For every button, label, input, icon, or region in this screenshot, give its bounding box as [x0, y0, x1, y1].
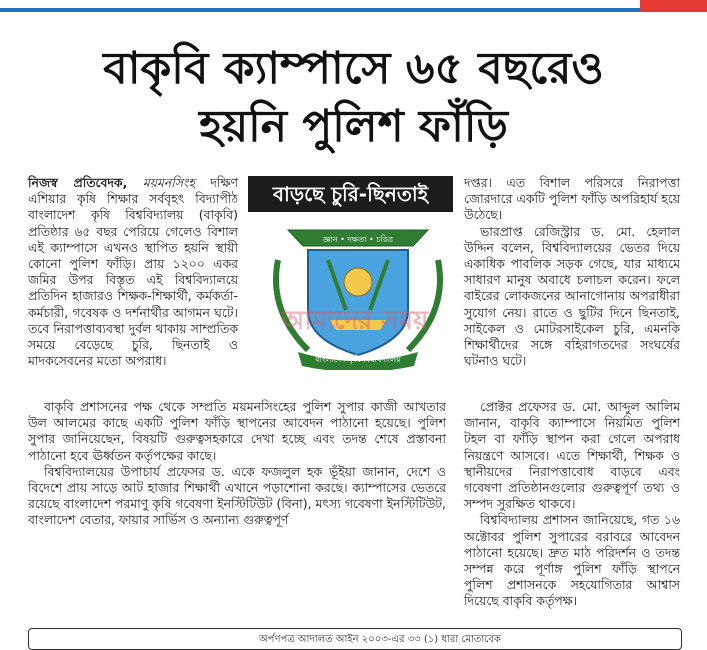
headline-line-2: হয়নি পুলিশ ফাঁড়ি	[199, 101, 508, 152]
lower-right-paragraph-2: বিশ্ববিদ্যালয় প্রশাসন জানিয়েছে, গত ১৬ অক্টোবর পুলিশ সুপারের বরাবরে আবেদন পাঠানো হয়েছে। দ্রুত মাঠ পরিদর্শন ও তদন্ত সম্পন্ন করে পূর্ণাঙ্গ পুলিশ ফাঁড়ি স্থাপনে পুলিশ প্রশাসনকে সহযোগিতার আশ্বাস দিয়েছে বাকৃবি কর্তৃপক্ষ।	[464, 512, 680, 609]
byline-place: ময়মনসিংহ	[142, 175, 195, 190]
byline-name: নিজস্ব প্রতিবেদক,	[28, 175, 128, 190]
image-banner: বাড়ছে চুরি-ছিনতাই	[248, 176, 453, 212]
top-red-block	[640, 0, 707, 12]
top-blue-line	[0, 8, 640, 12]
column2-paragraph-1: দপ্তর। এত বিশাল পরিসরে নিরাপত্তা জোরদারে একটি পুলিশ ফাঁড়ি অপরিহার্য হয়ে উঠেছে।	[464, 175, 680, 223]
lower-left-column	[28, 399, 446, 529]
column2-paragraph-2: ভারপ্রাপ্ত রেজিস্ট্রার ড. মো. হেলাল উদ্দিন বলেন, বিশ্ববিদ্যালয়ের ভেতর দিয়ে একাধিক পাবলিক সড়ক গেছে, যার মাধ্যমে সাধারণ মানুষ অবাধে চলাচল করেন। ফলে বাইরের লোকজনের আনাগোনায় অপরাধীরা সুযোগ নেয়। রাতে ও ছুটির দিনে ছিনতাই, সাইকেল ও মোটরসাইকেল চুরি, এমনকি শিক্ষার্থীদের সঙ্গে বহিরাগতদের সংঘর্ষের ঘটনাও ঘটে।	[464, 223, 680, 369]
article-column-2	[464, 175, 680, 369]
logo-top-text: জ্ঞান • দক্ষতা • চরিত্র	[322, 235, 394, 244]
logo-bottom-text: বাংলাদেশ কৃষি বিশ্ববিদ্যালয়	[315, 355, 401, 364]
headline	[0, 40, 707, 156]
byline-paragraph	[28, 175, 238, 369]
lower-right-paragraph-1: প্রোক্টর প্রফেসর ড. মো. আব্দুল আলিম জানান, বাকৃবি ক্যাম্পাসে নিয়মিত পুলিশ টহল বা ফাঁড়ি স্থাপন করা গেলে অপরাধ নিয়ন্ত্রণে আসবে। এতে শিক্ষার্থী, শিক্ষক ও স্থানীয়দের নিরাপত্তাবোধ বাড়বে এবং গবেষণা প্রতিষ্ঠানগুলোর গুরুত্বপূর্ণ তথ্য ও সম্পদ সুরক্ষিত থাকবে।	[464, 399, 680, 512]
column1-text: দক্ষিণ এশিয়ার কৃষি শিক্ষার সর্ববৃহৎ বিদ্যাপীঠ বাংলাদেশ কৃষি বিশ্ববিদ্যালয় (বাকৃবি) প্রতিষ্ঠার ৬৫ বছর পেরিয়ে গেলেও বিশাল এই ক্যাম্পাসে এখনও স্থাপিত হয়নি স্থায়ী কোনো পুলিশ ফাঁড়ি। প্রায় ১২০০ একর জমির উপর বিস্তৃত এই বিশ্ববিদ্যালয়ে প্রতিদিন হাজারও শিক্ষক-শিক্ষার্থী, কর্মকর্তা-কর্মচারী, গবেষক ও দর্শনার্থীর আগমন ঘটে। তবে নিরাপত্তাব্যবস্থা দুর্বল থাকায় সাম্প্রতিক সময়ে বেড়েছে চুরি, ছিনতাই ও মাদকসেবনের মতো অপরাধ।	[28, 175, 238, 369]
headline-line-1: বাকৃবি ক্যাম্পাসে ৬৫ বছরেও	[103, 43, 604, 94]
bottom-notice-text: অর্পণপত্র আদালত আইন ২০০৩-এর ৩৩ (১) ধারা মোতাবেক	[259, 634, 501, 645]
lower-left-paragraph-2: বিশ্ববিদ্যালয়ের উপাচার্য প্রফেসর ড. একে ফজলুল হক ভূঁইয়া জানান, দেশে ও বিদেশে প্রায় সাড়ে আট হাজার শিক্ষার্থী এখানে পড়াশোনা করছে। ক্যাম্পাসের ভেতরে রয়েছে বাংলাদেশ পরমাণু কৃষি গবেষণা ইনস্টিটিউট (বিনা), মৎস্য গবেষণা ইনস্টিটিউট, বাংলাদেশ বেতার, ফায়ার সার্ভিস ও অন্যান্য গুরুত্বপূর্ণ	[28, 463, 446, 528]
newspaper-watermark: আমাদের সময়	[281, 306, 429, 336]
bottom-notice-box	[28, 628, 682, 650]
university-logo	[268, 220, 448, 370]
lower-right-column	[464, 399, 680, 610]
top-color-bar	[0, 0, 707, 12]
lower-left-paragraph-1: বাকৃবি প্রশাসনের পক্ষ থেকে সম্প্রতি ময়মনসিংহের পুলিশ সুপার কাজী আখতার উল আলমের কাছে একটি পুলিশ ফাঁড়ি স্থাপনের আবেদন পাঠানো হয়েছে। পুলিশ সুপার জানিয়েছেন, বিষয়টি গুরুত্বসহকারে দেখা হচ্ছে এবং তদন্ত শেষে প্রস্তাবনা পাঠানো হবে ঊর্ধ্বতন কর্তৃপক্ষের কাছে।	[28, 399, 446, 463]
article-column-1	[28, 175, 238, 369]
